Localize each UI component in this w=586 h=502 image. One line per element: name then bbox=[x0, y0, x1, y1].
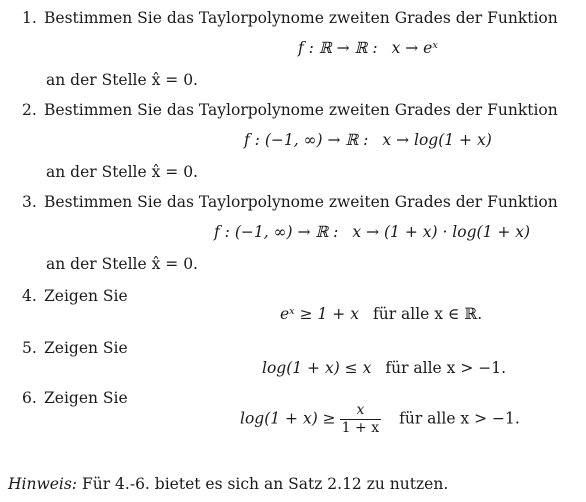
exercise-3-formula bbox=[214, 222, 530, 242]
formula-map: f : ℝ → ℝ : bbox=[298, 39, 378, 57]
hint-text: Für 4.-6. bietet es sich an Satz 2.12 zu nutzen. bbox=[81, 475, 449, 493]
exercise-4-formula bbox=[280, 304, 482, 324]
exercise-1 bbox=[22, 8, 558, 28]
fraction bbox=[340, 402, 381, 437]
fraction-numerator: x bbox=[356, 402, 365, 418]
exercise-3-continuation: an der Stelle x̂ = 0. bbox=[46, 255, 198, 273]
hint-line bbox=[8, 474, 448, 494]
exercise-number: 3. bbox=[22, 193, 37, 211]
exercise-number: 5. bbox=[22, 339, 37, 357]
exercise-text: Bestimmen Sie das Taylorpolynome zweiten Grades der Funktion bbox=[44, 193, 558, 211]
exercise-2-continuation: an der Stelle x̂ = 0. bbox=[46, 163, 198, 181]
exercise-text: Zeigen Sie bbox=[44, 287, 128, 305]
exercise-text: Bestimmen Sie das Taylorpolynome zweiten Grades der Funktion bbox=[44, 101, 558, 119]
hint-label: Hinweis: bbox=[8, 475, 78, 493]
exercise-4 bbox=[22, 286, 128, 306]
exercise-5-formula bbox=[262, 358, 506, 378]
exercise-5 bbox=[22, 338, 128, 358]
formula-rule: x → (1 + x) · log(1 + x) bbox=[352, 223, 531, 241]
formula-map: f : (−1, ∞) → ℝ : bbox=[244, 131, 369, 149]
exercise-number: 1. bbox=[22, 9, 37, 27]
formula-lhs: log(1 + x) ≥ bbox=[240, 409, 336, 428]
exercise-6-formula bbox=[240, 402, 520, 437]
exercise-1-formula bbox=[298, 38, 438, 58]
formula-condition: für alle x > −1. bbox=[399, 409, 520, 428]
exercise-6 bbox=[22, 388, 128, 408]
formula-inequality: log(1 + x) ≤ x bbox=[262, 359, 372, 377]
formula-condition: für alle x ∈ ℝ. bbox=[372, 305, 483, 323]
formula-inequality: eˣ ≥ 1 + x bbox=[280, 305, 359, 323]
formula-rule: x → eˣ bbox=[391, 39, 438, 57]
exercise-text: Zeigen Sie bbox=[44, 339, 128, 357]
exercise-text: Zeigen Sie bbox=[44, 389, 128, 407]
exercise-1-continuation: an der Stelle x̂ = 0. bbox=[46, 71, 198, 89]
exercise-2-formula bbox=[244, 130, 492, 150]
formula-map: f : (−1, ∞) → ℝ : bbox=[214, 223, 339, 241]
formula-rule: x → log(1 + x) bbox=[382, 131, 492, 149]
exercise-number: 4. bbox=[22, 287, 37, 305]
exercise-number: 2. bbox=[22, 101, 37, 119]
exercise-text: Bestimmen Sie das Taylorpolynome zweiten Grades der Funktion bbox=[44, 9, 558, 27]
fraction-denominator: 1 + x bbox=[341, 420, 380, 436]
exercise-2 bbox=[22, 100, 558, 120]
exercise-3 bbox=[22, 192, 558, 212]
formula-condition: für alle x > −1. bbox=[385, 359, 507, 377]
exercise-number: 6. bbox=[22, 389, 37, 407]
